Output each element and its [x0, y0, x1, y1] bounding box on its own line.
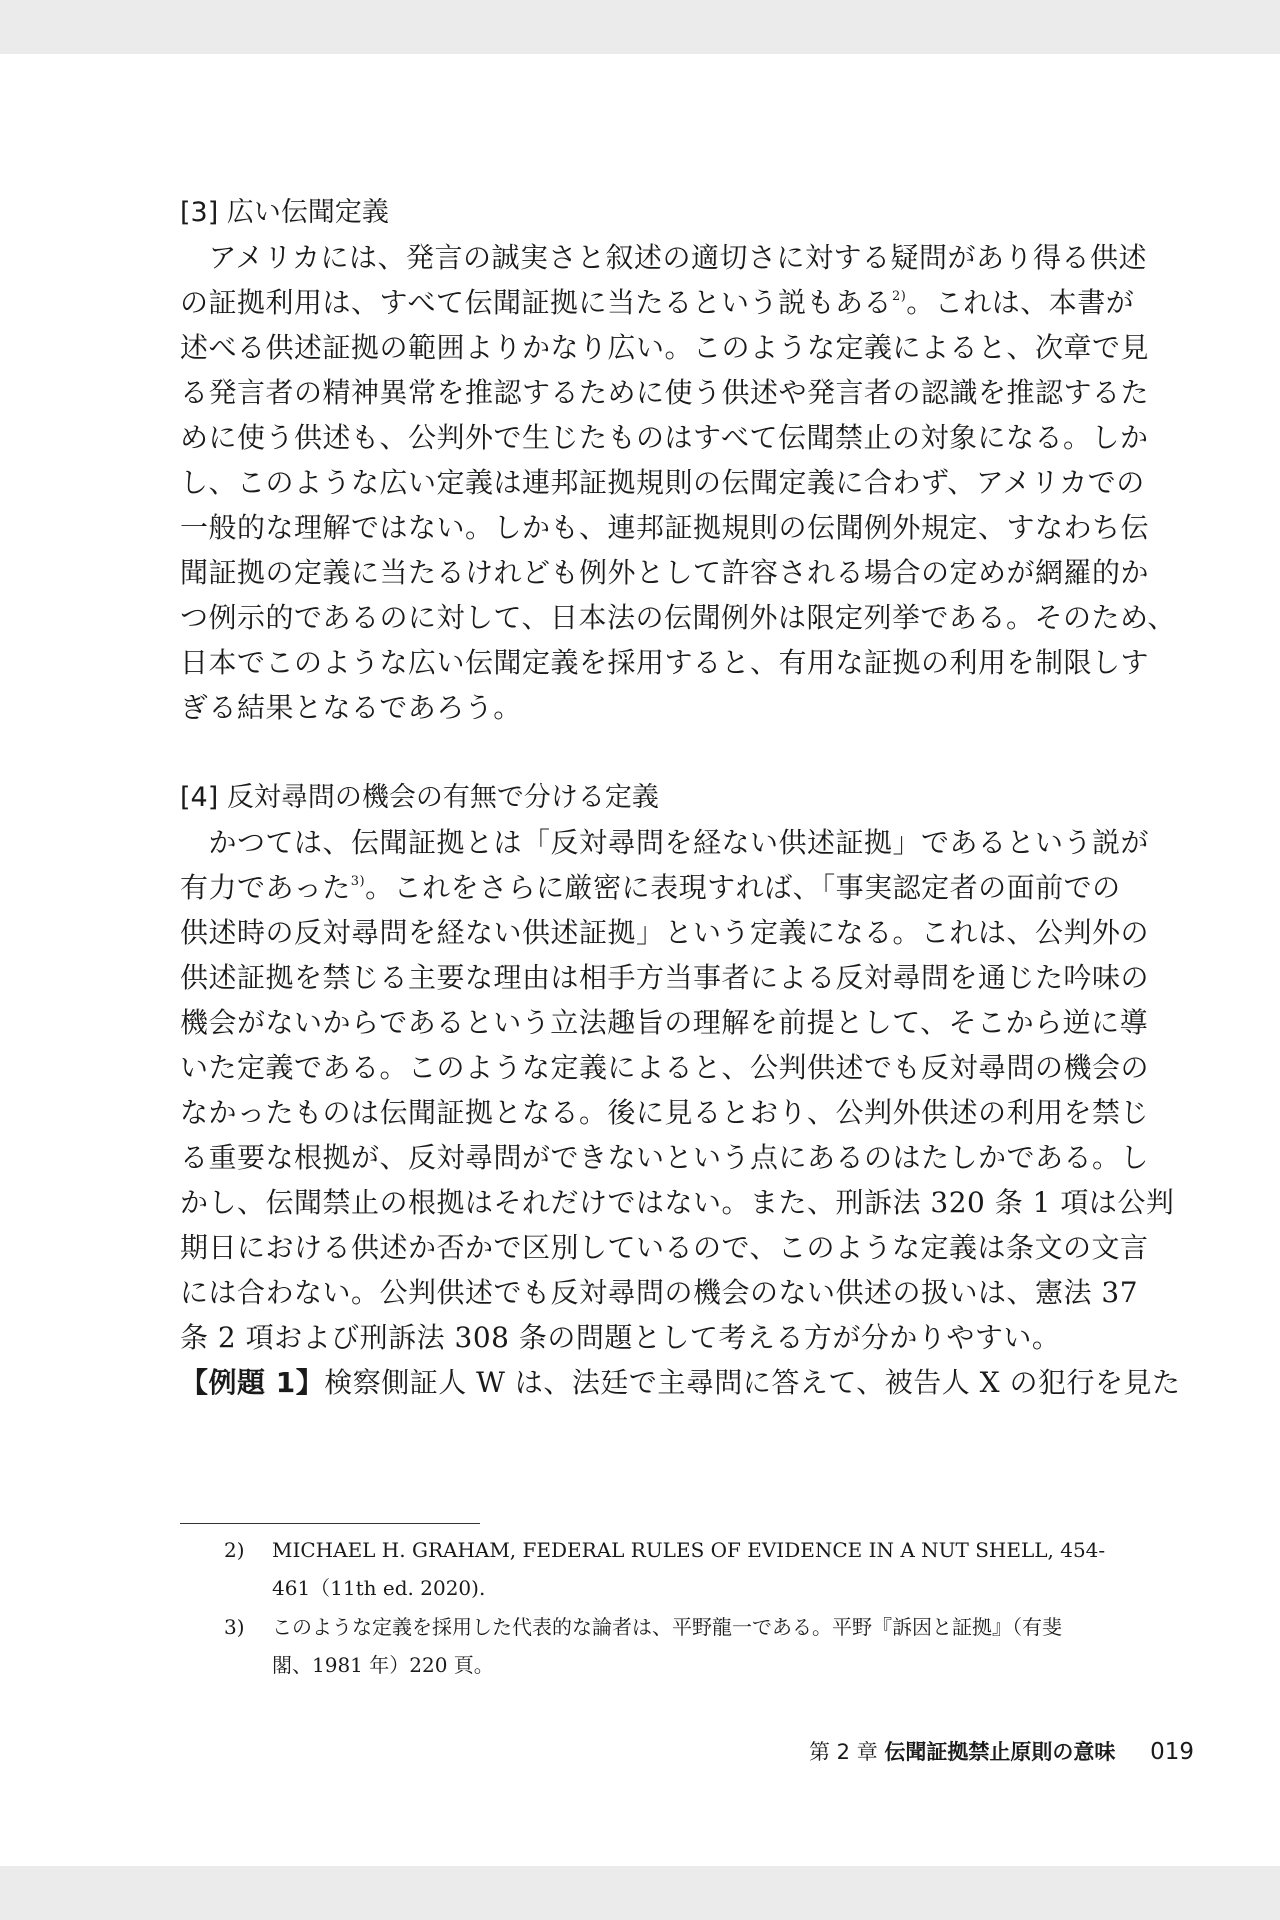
- page-number: 019: [1150, 1739, 1194, 1765]
- paragraph-line: かし、伝聞禁止の根拠はそれだけではない。また、刑訴法 320 条 1 項は公判: [180, 1186, 1175, 1219]
- footnote-divider: [180, 1523, 480, 1524]
- paragraph-line: なかったものは伝聞証拠となる。後に見るとおり、公判外供述の利用を禁じ: [180, 1096, 1150, 1129]
- footnote-line: 461（11th ed. 2020).: [272, 1576, 486, 1600]
- footnote-line: MICHAEL H. GRAHAM, FEDERAL RULES OF EVIDENCE IN A NUT SHELL, 454-: [272, 1538, 1106, 1562]
- paragraph-line: 供述時の反対尋問を経ない供述証拠」という定義になる。これは、公判外の: [180, 916, 1150, 949]
- book-page: [0, 54, 1280, 1866]
- footnote-line: 閣、1981 年）220 頁。: [272, 1653, 494, 1677]
- paragraph-line: る発言者の精神異常を推認するために使う供述や発言者の認識を推認するた: [180, 376, 1150, 409]
- paragraph-line: には合わない。公判供述でも反対尋問の機会のない供述の扱いは、憲法 37: [180, 1276, 1139, 1309]
- paragraph-line: 供述証拠を禁じる主要な理由は相手方当事者による反対尋問を通じた吟味の: [180, 961, 1150, 994]
- bottom-margin-band: [0, 1866, 1280, 1920]
- footnote-number: 3): [224, 1615, 245, 1639]
- footnote-ref-3[interactable]: 3): [350, 874, 366, 889]
- running-footer: [809, 1736, 1194, 1766]
- footnote-2: [226, 1531, 1146, 1607]
- paragraph-line: いた定義である。このような定義によると、公判供述でも反対尋問の機会の: [180, 1051, 1150, 1084]
- chapter-number: 第 2 章: [809, 1740, 878, 1764]
- example-line: [180, 1360, 1181, 1405]
- footnote-number: 2): [224, 1538, 245, 1562]
- footnote-line: このような定義を採用した代表的な論者は、平野龍一である。平野『訴因と証拠』（有斐: [272, 1615, 1062, 1639]
- footnote-3: [226, 1608, 1146, 1684]
- paragraph-line: 機会がないからであるという立法趣旨の理解を前提として、そこから逆に導: [180, 1006, 1149, 1039]
- chapter-title: 伝聞証拠禁止原則の意味: [884, 1740, 1116, 1764]
- footnotes: [226, 1531, 1146, 1685]
- paragraph-line: 有力であった$^{3)}$。これをさらに厳密に表現すれば、「事実認定者の面前での: [180, 871, 1121, 904]
- paragraph-line: 日本でこのような広い伝聞定義を採用すると、有用な証拠の利用を制限しす: [180, 646, 1150, 679]
- paragraph-line: 期日における供述か否かで区別しているので、このような定義は条文の文言: [180, 1231, 1149, 1264]
- paragraph-line: 述べる供述証拠の範囲よりかなり広い。このような定義によると、次章で見: [180, 331, 1150, 364]
- paragraph-line: の証拠利用は、すべて伝聞証拠に当たるという説もある$^{2)}$。これは、本書が: [180, 286, 1135, 319]
- section-heading-4: [4] 反対尋問の機会の有無で分ける定義: [180, 782, 659, 813]
- paragraph-line: アメリカには、発言の誠実さと叙述の適切さに対する疑問があり得る供述: [180, 241, 1148, 274]
- paragraph-line: 条 2 項および刑訴法 308 条の問題として考える方が分かりやすい。: [180, 1321, 1061, 1354]
- paragraph-line: ぎる結果となるであろう。: [180, 691, 522, 724]
- section-heading-3: [3] 広い伝聞定義: [180, 197, 389, 228]
- section-gap: [180, 730, 1146, 775]
- body-text: [180, 190, 1181, 1405]
- footnote-ref-2[interactable]: 2): [891, 289, 907, 304]
- paragraph-line: 聞証拠の定義に当たるけれども例外として許容される場合の定めが網羅的か: [180, 556, 1150, 589]
- example-label: 【例題 1】: [180, 1366, 325, 1399]
- example-text: 検察側証人 W は、法廷で主尋問に答えて、被告人 X の犯行を見た: [324, 1366, 1181, 1399]
- paragraph-line: めに使う供述も、公判外で生じたものはすべて伝聞禁止の対象になる。しか: [180, 421, 1149, 454]
- paragraph-line: 一般的な理解ではない。しかも、連邦証拠規則の伝聞例外規定、すなわち伝: [180, 511, 1150, 544]
- paragraph-line: る重要な根拠が、反対尋問ができないという点にあるのはたしかである。し: [180, 1141, 1150, 1174]
- paragraph-line: かつては、伝聞証拠とは「反対尋問を経ない供述証拠」であるという説が: [180, 826, 1150, 859]
- paragraph-line: し、このような広い定義は連邦証拠規則の伝聞定義に合わず、アメリカでの: [180, 466, 1145, 499]
- top-margin-band: [0, 0, 1280, 54]
- paragraph-line: つ例示的であるのに対して、日本法の伝聞例外は限定列挙である。そのため、: [180, 601, 1176, 634]
